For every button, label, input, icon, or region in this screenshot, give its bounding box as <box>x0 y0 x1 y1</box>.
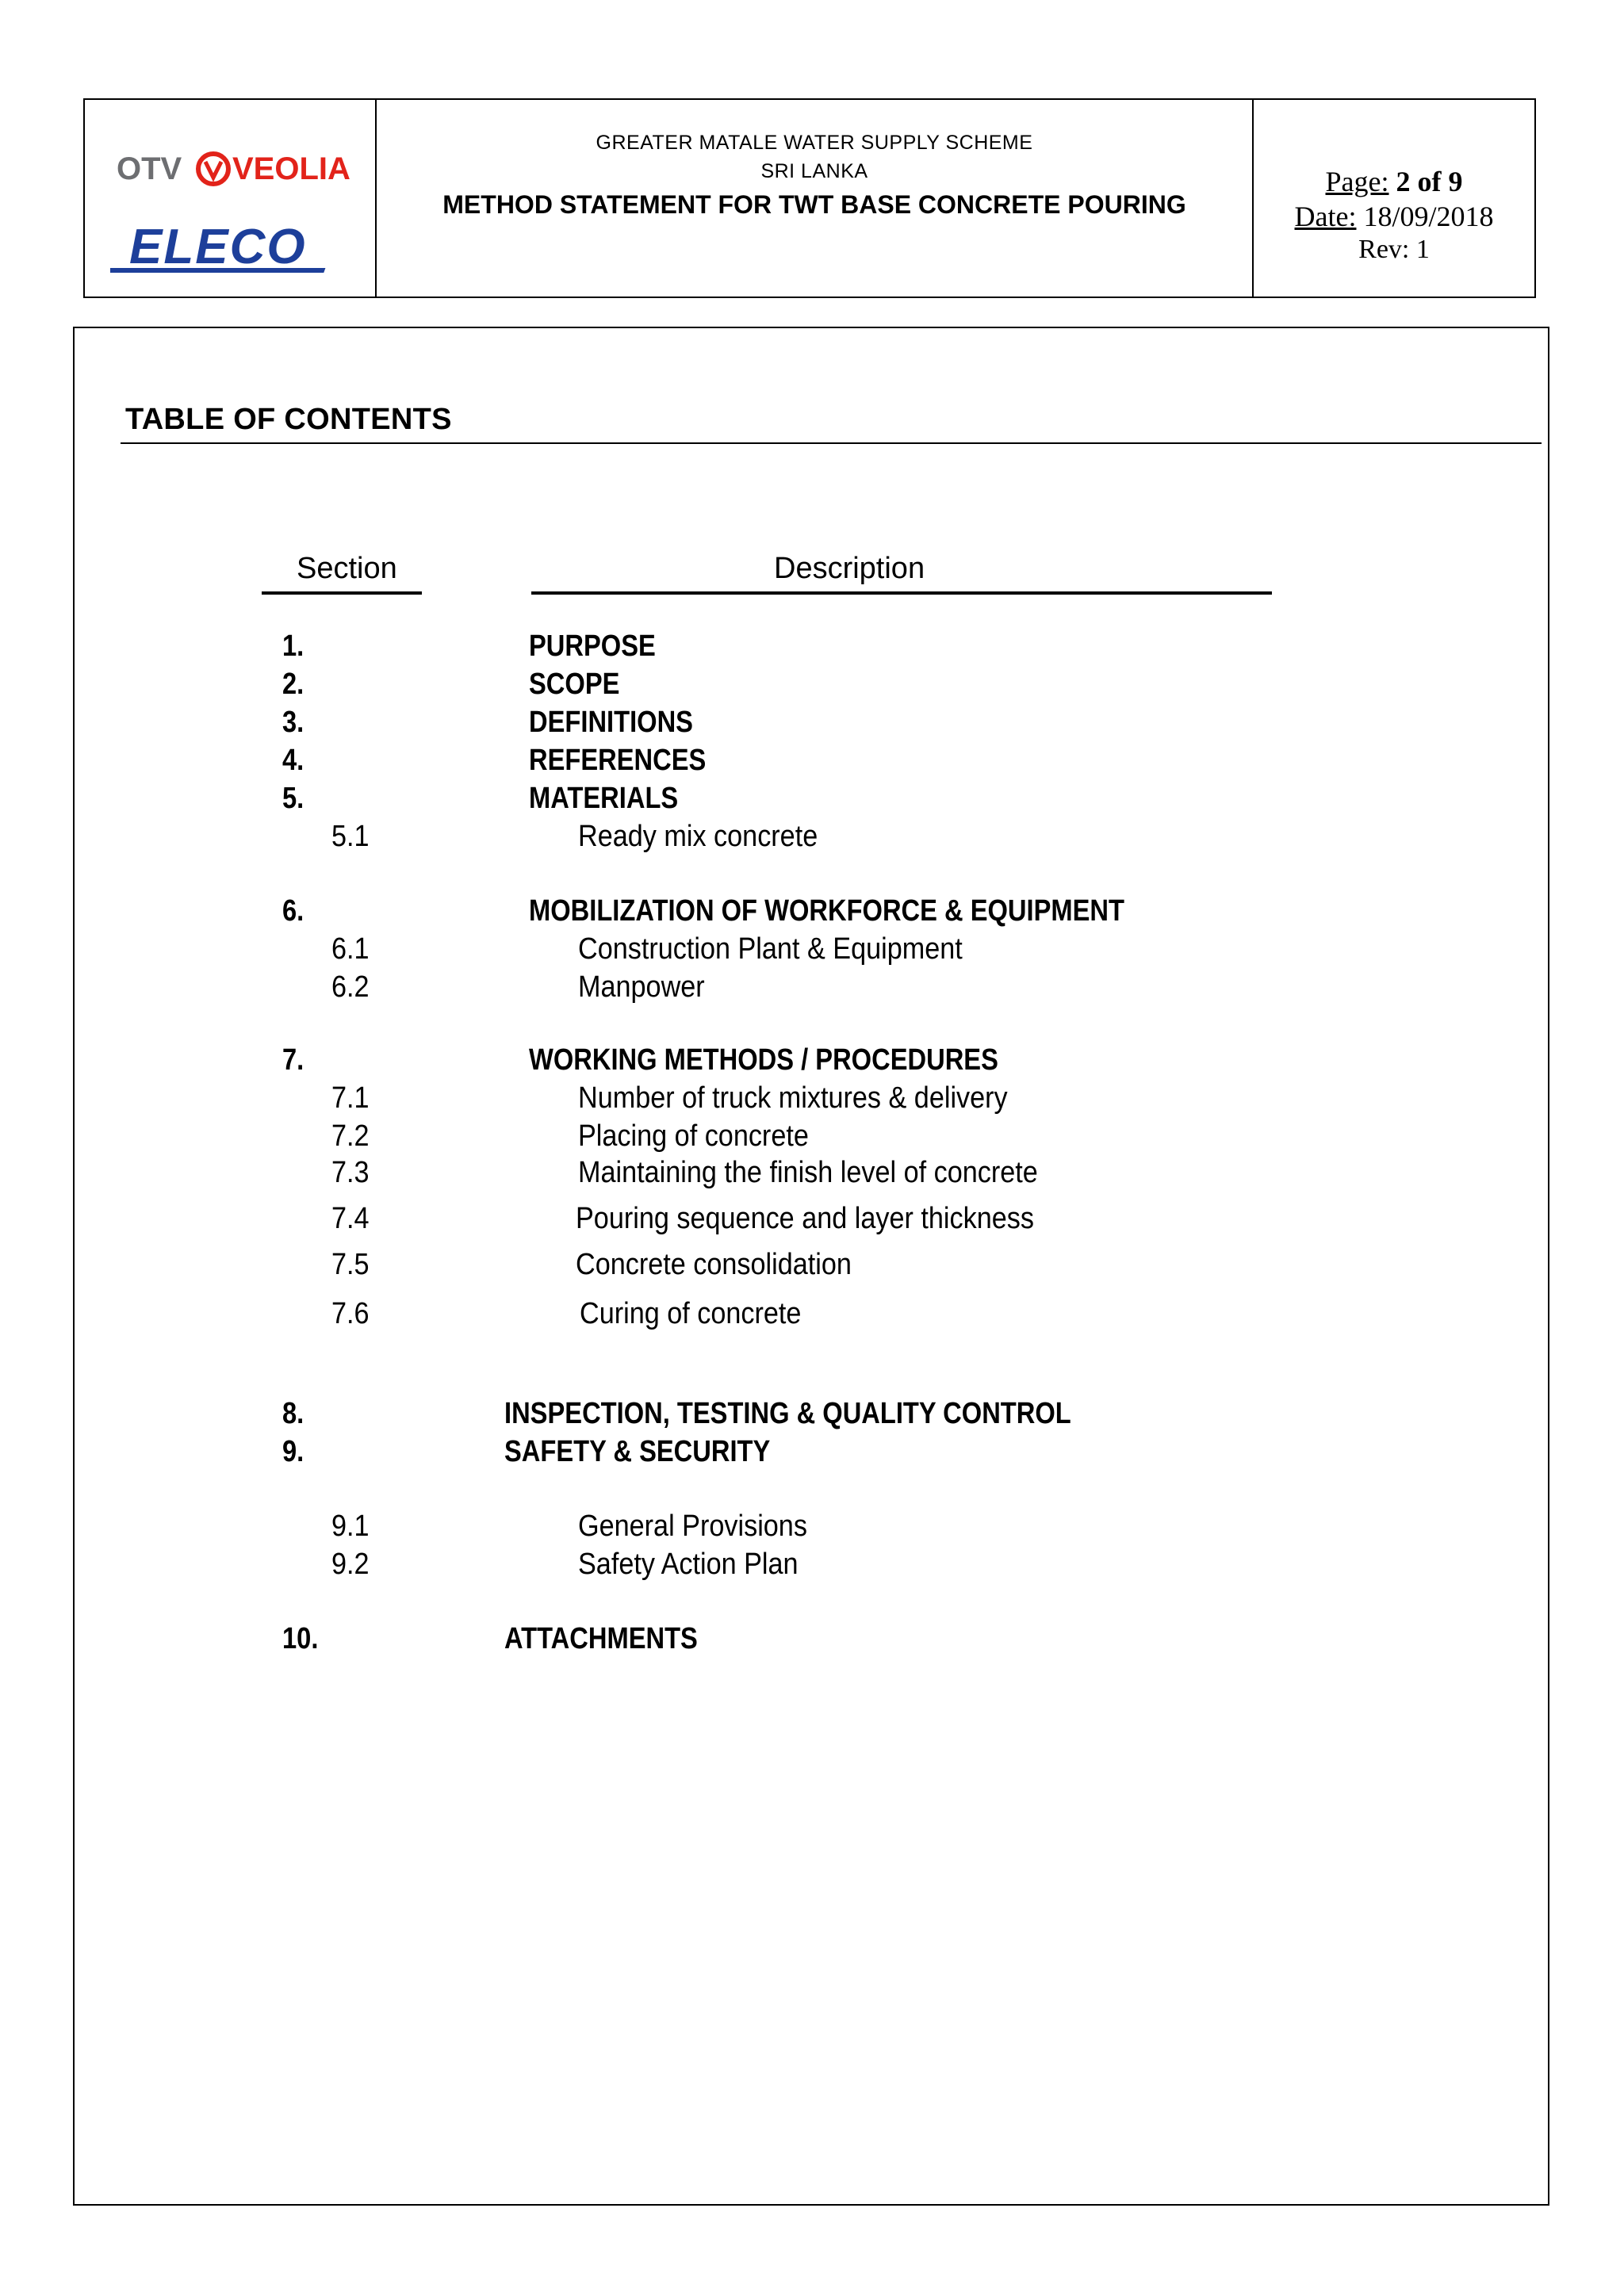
document-header <box>83 98 1536 298</box>
toc-entry-title: MATERIALS <box>529 782 679 815</box>
toc-subentry-title: Concrete consolidation <box>576 1248 852 1281</box>
toc-subentry-number: 7.1 <box>331 1081 370 1115</box>
document-meta-cell <box>1254 100 1534 297</box>
toc-entry-title: PURPOSE <box>529 629 656 663</box>
toc-col-section-header: Section <box>297 552 397 585</box>
toc-heading-rule <box>121 442 1542 444</box>
project-name: GREATER MATALE WATER SUPPLY SCHEME <box>596 132 1033 154</box>
toc-heading: TABLE OF CONTENTS <box>125 403 452 436</box>
toc-entry-title: WORKING METHODS / PROCEDURES <box>529 1043 998 1077</box>
eleco-logo-text: ELECO <box>129 220 307 274</box>
toc-subentry-title: Curing of concrete <box>580 1297 802 1330</box>
toc-subentry-title: Number of truck mixtures & delivery <box>578 1081 1008 1115</box>
toc-entry-title: ATTACHMENTS <box>504 1622 698 1655</box>
project-country: SRI LANKA <box>760 160 868 182</box>
toc-col-description-header: Description <box>774 552 925 585</box>
document-date <box>1254 200 1534 233</box>
otv-veolia-logo <box>117 144 354 192</box>
toc-entry-title: INSPECTION, TESTING & QUALITY CONTROL <box>504 1397 1071 1430</box>
toc-entry-number: 3. <box>282 706 304 739</box>
veolia-emblem-icon <box>198 154 228 184</box>
logo-cell <box>85 100 377 297</box>
toc-subentry-number: 9.2 <box>331 1548 370 1581</box>
toc-entry-number: 6. <box>282 894 304 928</box>
toc-subentry-number: 6.2 <box>331 970 370 1004</box>
toc-subentry-number: 7.3 <box>331 1156 370 1189</box>
page-label: Page: <box>1325 166 1389 197</box>
toc-subentry-title: Manpower <box>578 970 705 1004</box>
toc-subentry-number: 7.4 <box>331 1202 370 1235</box>
toc-subentry-number: 7.6 <box>331 1297 370 1330</box>
toc-subentry-title: Maintaining the finish level of concrete <box>578 1156 1038 1189</box>
veolia-logo-text: VEOLIA <box>232 151 350 186</box>
section-header-rule <box>262 591 422 595</box>
toc-entry-number: 1. <box>282 629 304 663</box>
toc-entry-title: DEFINITIONS <box>529 706 693 739</box>
document-title: METHOD STATEMENT FOR TWT BASE CONCRETE POURING <box>442 190 1186 219</box>
toc-subentry-title: Placing of concrete <box>578 1119 809 1153</box>
toc-subentry-title: Ready mix concrete <box>578 820 818 853</box>
toc-entry-title: MOBILIZATION OF WORKFORCE & EQUIPMENT <box>529 894 1124 928</box>
toc-entry-number: 8. <box>282 1397 304 1430</box>
otv-logo-text: OTV <box>117 151 182 186</box>
project-title-cell <box>377 100 1254 297</box>
description-header-rule <box>531 591 1272 595</box>
toc-entry-number: 10. <box>282 1622 319 1655</box>
toc-subentry-title: Construction Plant & Equipment <box>578 932 963 966</box>
revision: Rev: 1 <box>1358 235 1430 264</box>
toc-entry-title: REFERENCES <box>529 744 707 777</box>
date-value: 18/09/2018 <box>1363 201 1494 232</box>
toc-subentry-title: General Provisions <box>578 1510 807 1543</box>
toc-entry-title: SAFETY & SECURITY <box>504 1435 771 1468</box>
toc-entry-title: SCOPE <box>529 668 620 701</box>
eleco-logo <box>110 219 348 281</box>
toc-subentry-number: 6.1 <box>331 932 370 966</box>
page-value: 2 of 9 <box>1396 166 1463 197</box>
toc-subentry-number: 7.5 <box>331 1248 370 1281</box>
toc-entry-number: 2. <box>282 668 304 701</box>
toc-entry-number: 9. <box>282 1435 304 1468</box>
date-label: Date: <box>1294 201 1357 232</box>
toc-subentry-number: 5.1 <box>331 820 370 853</box>
toc-subentry-number: 7.2 <box>331 1119 370 1153</box>
toc-entry-number: 5. <box>282 782 304 815</box>
toc-subentry-title: Pouring sequence and layer thickness <box>576 1202 1034 1235</box>
toc-subentry-title: Safety Action Plan <box>578 1548 799 1581</box>
toc-entry-number: 4. <box>282 744 304 777</box>
page-number <box>1254 165 1534 198</box>
toc-subentry-number: 9.1 <box>331 1510 370 1543</box>
toc-entry-number: 7. <box>282 1043 304 1077</box>
